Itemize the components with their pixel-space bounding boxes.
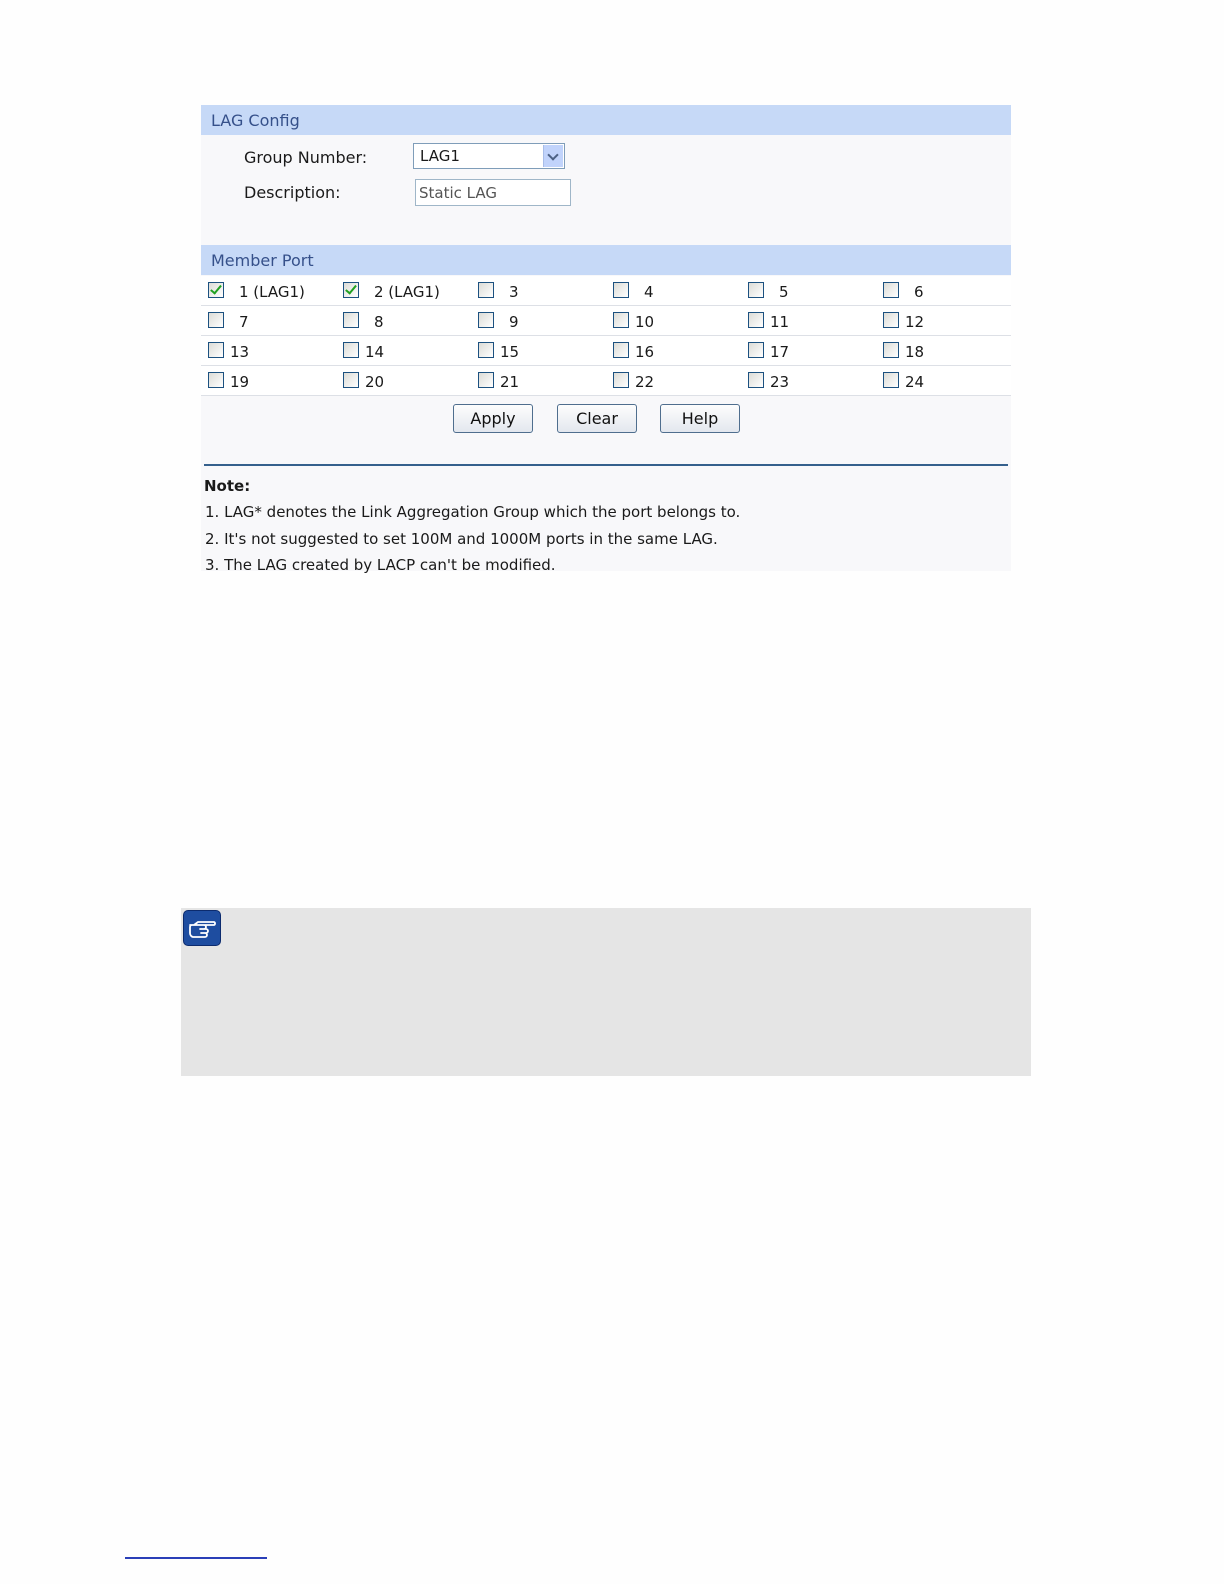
port-5-checkbox[interactable]	[748, 282, 764, 298]
port-24-checkbox[interactable]	[883, 372, 899, 388]
tip-box	[181, 908, 1031, 1076]
port-cell	[876, 366, 1011, 396]
port-22-label: 22	[635, 373, 655, 391]
port-14-checkbox[interactable]	[343, 342, 359, 358]
port-row	[201, 336, 1011, 366]
port-22-checkbox[interactable]	[613, 372, 629, 388]
member-port-grid	[201, 276, 1011, 396]
port-4-checkbox[interactable]	[613, 282, 629, 298]
port-18-label: 18	[905, 343, 925, 361]
note-line-1: 1. LAG* denotes the Link Aggregation Group which the port belongs to.	[205, 503, 741, 521]
description-input[interactable]	[415, 179, 571, 206]
port-cell	[606, 366, 741, 396]
port-row	[201, 306, 1011, 336]
port-17-label: 17	[770, 343, 790, 361]
port-6-label: 6	[914, 283, 924, 301]
port-cell	[336, 366, 471, 396]
port-24-label: 24	[905, 373, 925, 391]
port-16-checkbox[interactable]	[613, 342, 629, 358]
port-3-checkbox[interactable]	[478, 282, 494, 298]
port-19-label: 19	[230, 373, 250, 391]
group-number-label: Group Number:	[244, 148, 368, 167]
pointing-hand-icon	[183, 910, 221, 946]
port-cell	[201, 336, 336, 366]
port-cell	[471, 306, 606, 336]
port-cell	[741, 336, 876, 366]
port-2-label: 2 (LAG1)	[374, 283, 440, 301]
port-cell	[876, 276, 1011, 306]
help-button[interactable]: Help	[660, 404, 740, 433]
port-9-checkbox[interactable]	[478, 312, 494, 328]
port-5-label: 5	[779, 283, 789, 301]
port-8-label: 8	[374, 313, 384, 331]
port-23-checkbox[interactable]	[748, 372, 764, 388]
port-21-checkbox[interactable]	[478, 372, 494, 388]
port-13-label: 13	[230, 343, 250, 361]
chevron-down-icon[interactable]	[543, 145, 563, 167]
note-divider	[204, 464, 1008, 466]
note-line-2: 2. It's not suggested to set 100M and 1000M ports in the same LAG.	[205, 530, 718, 548]
port-cell	[336, 336, 471, 366]
port-1-label: 1 (LAG1)	[239, 283, 305, 301]
port-cell	[741, 366, 876, 396]
port-cell	[741, 306, 876, 336]
port-cell	[471, 366, 606, 396]
port-cell	[471, 336, 606, 366]
port-cell	[606, 336, 741, 366]
port-3-label: 3	[509, 283, 519, 301]
port-12-checkbox[interactable]	[883, 312, 899, 328]
port-20-label: 20	[365, 373, 385, 391]
port-13-checkbox[interactable]	[208, 342, 224, 358]
port-1-checkbox[interactable]	[208, 282, 224, 298]
port-15-label: 15	[500, 343, 520, 361]
port-4-label: 4	[644, 283, 654, 301]
footer-line	[125, 1557, 267, 1559]
port-14-label: 14	[365, 343, 385, 361]
lag-config-header: LAG Config	[201, 105, 1011, 135]
group-number-value: LAG1	[420, 147, 460, 165]
port-cell	[336, 306, 471, 336]
group-number-select[interactable]	[413, 143, 565, 169]
port-2-checkbox[interactable]	[343, 282, 359, 298]
port-17-checkbox[interactable]	[748, 342, 764, 358]
port-cell	[606, 276, 741, 306]
note-line-3: 3. The LAG created by LACP can't be modified.	[205, 556, 556, 574]
apply-button[interactable]: Apply	[453, 404, 533, 433]
port-11-label: 11	[770, 313, 790, 331]
port-row	[201, 366, 1011, 396]
note-title: Note:	[204, 477, 251, 495]
port-cell	[336, 276, 471, 306]
port-6-checkbox[interactable]	[883, 282, 899, 298]
port-21-label: 21	[500, 373, 520, 391]
member-port-header: Member Port	[201, 245, 1011, 275]
clear-button[interactable]: Clear	[557, 404, 637, 433]
port-cell	[876, 336, 1011, 366]
port-cell	[471, 276, 606, 306]
port-cell	[201, 306, 336, 336]
port-10-label: 10	[635, 313, 655, 331]
port-7-label: 7	[239, 313, 249, 331]
port-cell	[741, 276, 876, 306]
port-16-label: 16	[635, 343, 655, 361]
port-12-label: 12	[905, 313, 925, 331]
port-7-checkbox[interactable]	[208, 312, 224, 328]
port-8-checkbox[interactable]	[343, 312, 359, 328]
port-9-label: 9	[509, 313, 519, 331]
port-cell	[876, 306, 1011, 336]
port-cell	[201, 366, 336, 396]
port-20-checkbox[interactable]	[343, 372, 359, 388]
port-11-checkbox[interactable]	[748, 312, 764, 328]
port-10-checkbox[interactable]	[613, 312, 629, 328]
port-23-label: 23	[770, 373, 790, 391]
port-18-checkbox[interactable]	[883, 342, 899, 358]
port-19-checkbox[interactable]	[208, 372, 224, 388]
port-15-checkbox[interactable]	[478, 342, 494, 358]
description-label: Description:	[244, 183, 341, 202]
port-cell	[606, 306, 741, 336]
port-row	[201, 276, 1011, 306]
port-cell	[201, 276, 336, 306]
